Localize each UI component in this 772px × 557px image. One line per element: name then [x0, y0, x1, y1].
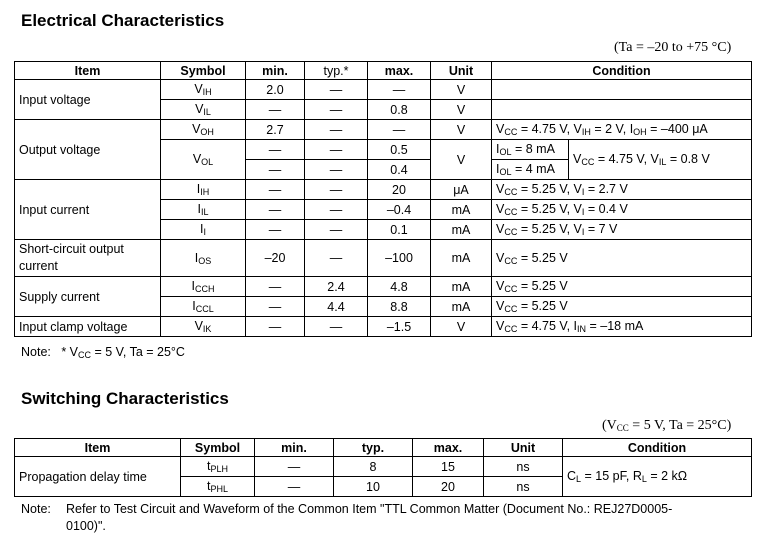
value-max: — — [368, 80, 431, 100]
table-row — [15, 277, 752, 297]
item-input-clamp: Input clamp voltage — [15, 317, 161, 337]
value-min: — — [246, 297, 305, 317]
symbol-icch: $I_{CCH}$ — [161, 277, 246, 297]
table-row — [15, 180, 752, 200]
condition-cell: $V_{CC} = 4.75$ V, $I_{IN} = -18$ mA — [492, 317, 752, 337]
value-typ: — — [305, 317, 368, 337]
value-unit: mA — [431, 240, 492, 277]
item-input-voltage: Input voltage — [15, 80, 161, 120]
symbol-ii: $I_I$ — [161, 220, 246, 240]
symbol-ios: $I_{OS}$ — [161, 240, 246, 277]
value-unit: mA — [431, 297, 492, 317]
table-row — [15, 240, 752, 277]
symbol-vih: $V_{IH}$ — [161, 80, 246, 100]
value-max: –0.4 — [368, 200, 431, 220]
condition-cell: $V_{CC} = 4.75$ V, $V_{IH} = 2$ V, $I_{OH} = -400$ μA — [492, 120, 752, 140]
item-input-current: Input current — [15, 180, 161, 240]
value-min: 2.7 — [246, 120, 305, 140]
switching-table — [14, 438, 752, 497]
value-max: 0.1 — [368, 220, 431, 240]
header-unit: Unit — [484, 439, 563, 457]
value-min: — — [246, 317, 305, 337]
symbol-vik: $V_{IK}$ — [161, 317, 246, 337]
switching-title: Switching Characteristics — [21, 389, 229, 408]
condition-cell: $V_{CC} = 5.25$ V — [492, 297, 752, 317]
condition-cell: $V_{CC} = 5.25$ V — [492, 277, 752, 297]
value-typ: 2.4 — [305, 277, 368, 297]
symbol-tplh: $t_{PLH}$ — [181, 457, 255, 477]
note-label: Note: — [21, 345, 51, 359]
condition-cell — [492, 80, 752, 100]
symbol-iccl: $I_{CCL}$ — [161, 297, 246, 317]
value-typ: 4.4 — [305, 297, 368, 317]
condition-iol-8: $I_{OL} = 8$ mA — [492, 140, 569, 160]
value-max: –1.5 — [368, 317, 431, 337]
electrical-ambient: (Ta = –20 to +75 °C) — [614, 40, 732, 55]
value-min: — — [246, 140, 305, 160]
value-max: 20 — [368, 180, 431, 200]
table-row — [15, 80, 752, 100]
symbol-iih: $I_{IH}$ — [161, 180, 246, 200]
value-unit: V — [431, 100, 492, 120]
symbol-vil: $V_{IL}$ — [161, 100, 246, 120]
switching-note-line2: 0100)". — [66, 519, 106, 533]
value-unit: mA — [431, 220, 492, 240]
value-max: 20 — [413, 477, 484, 497]
value-max: 0.4 — [368, 160, 431, 180]
table-row — [15, 120, 752, 140]
condition-cell: $V_{CC} = 5.25$ V, $V_I = 2.7$ V — [492, 180, 752, 200]
condition-cell: $V_{CC} = 5.25$ V, $V_I = 0.4$ V — [492, 200, 752, 220]
value-max: –100 — [368, 240, 431, 277]
value-unit: V — [431, 317, 492, 337]
item-short-circuit: Short-circuit output current — [15, 240, 161, 277]
condition-cell — [492, 100, 752, 120]
value-min: — — [255, 477, 334, 497]
header-symbol: Symbol — [161, 62, 246, 80]
value-typ: — — [305, 220, 368, 240]
symbol-voh: $V_{OH}$ — [161, 120, 246, 140]
condition-vol-common: $V_{CC} = 4.75$ V, $V_{IL} = 0.8$ V — [569, 140, 752, 180]
value-min: — — [246, 220, 305, 240]
value-max: 0.8 — [368, 100, 431, 120]
header-item: Item — [15, 439, 181, 457]
condition-cell: $V_{CC} = 5.25$ V — [492, 240, 752, 277]
item-propagation-delay: Propagation delay time — [15, 457, 181, 497]
value-min: 2.0 — [246, 80, 305, 100]
electrical-table — [14, 61, 752, 337]
value-min: — — [246, 160, 305, 180]
value-unit: mA — [431, 277, 492, 297]
switching-note-label: Note: — [21, 502, 51, 516]
value-typ: 10 — [334, 477, 413, 497]
header-condition: Condition — [563, 439, 752, 457]
symbol-iil: $I_{IL}$ — [161, 200, 246, 220]
value-unit: ns — [484, 477, 563, 497]
electrical-note: Note: * $V_{CC} = 5$ V, Ta = 25°C — [21, 345, 185, 360]
value-min: — — [246, 200, 305, 220]
value-unit: V — [431, 80, 492, 100]
value-unit: mA — [431, 200, 492, 220]
header-item: Item — [15, 62, 161, 80]
value-typ: — — [305, 180, 368, 200]
header-symbol: Symbol — [181, 439, 255, 457]
condition-cell: $V_{CC} = 5.25$ V, $V_I = 7$ V — [492, 220, 752, 240]
item-output-voltage: Output voltage — [15, 120, 161, 180]
symbol-tphl: $t_{PHL}$ — [181, 477, 255, 497]
value-typ: — — [305, 120, 368, 140]
header-typ: typ.* — [305, 62, 368, 80]
switching-note-line1: Refer to Test Circuit and Waveform of the Common Item "TTL Common Matter (Document No.: REJ27D0005- — [66, 502, 673, 516]
value-unit: ns — [484, 457, 563, 477]
condition-cell: $C_L = 15$ pF, $R_L = 2$ kΩ — [563, 457, 752, 497]
header-min: min. — [255, 439, 334, 457]
value-max: 8.8 — [368, 297, 431, 317]
header-max: max. — [413, 439, 484, 457]
table-row — [15, 457, 752, 477]
value-min: — — [246, 180, 305, 200]
value-typ: — — [305, 160, 368, 180]
value-unit: V — [431, 120, 492, 140]
value-max: 15 — [413, 457, 484, 477]
value-max: 0.5 — [368, 140, 431, 160]
value-unit: μA — [431, 180, 492, 200]
value-min: — — [255, 457, 334, 477]
value-typ: — — [305, 240, 368, 277]
condition-iol-4: $I_{OL} = 4$ mA — [492, 160, 569, 180]
value-max: — — [368, 120, 431, 140]
value-typ: — — [305, 140, 368, 160]
value-typ: — — [305, 100, 368, 120]
table-row — [15, 317, 752, 337]
value-max: 4.8 — [368, 277, 431, 297]
value-min: –20 — [246, 240, 305, 277]
switching-header-row — [15, 439, 752, 457]
electrical-header-row — [15, 62, 752, 80]
value-min: — — [246, 277, 305, 297]
header-min: min. — [246, 62, 305, 80]
switching-ambient: ($V_{CC} = 5$ V, Ta = 25°C) — [602, 418, 732, 433]
value-typ: — — [305, 200, 368, 220]
item-supply-current: Supply current — [15, 277, 161, 317]
value-unit: V — [431, 140, 492, 180]
header-max: max. — [368, 62, 431, 80]
value-typ: — — [305, 80, 368, 100]
value-min: — — [246, 100, 305, 120]
electrical-title: Electrical Characteristics — [21, 11, 225, 30]
header-unit: Unit — [431, 62, 492, 80]
value-typ: 8 — [334, 457, 413, 477]
symbol-vol: $V_{OL}$ — [161, 140, 246, 180]
header-condition: Condition — [492, 62, 752, 80]
header-typ: typ. — [334, 439, 413, 457]
